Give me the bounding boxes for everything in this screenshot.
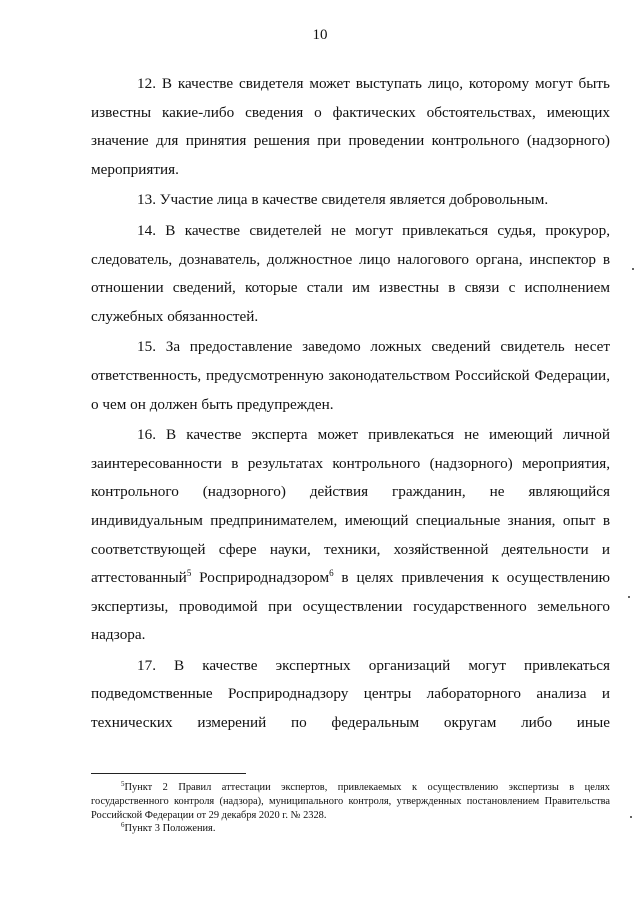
scan-artifact-dot (630, 816, 632, 818)
paragraph-12: 12. В качестве свидетеля может выступать лицо, которому могут быть известны какие-либо сведения о фактических обстоятельствах, имеющих значение для принятия решения при проведении контрольного (надзорного) мероприятия. (91, 75, 610, 178)
paragraph-15: 15. За предоставление заведомо ложных сведений свидетель несет ответственность, предусмотренную законодательством Российской Федерации, о чем он должен быть предупрежден. (91, 338, 610, 413)
footnotes (91, 781, 610, 836)
footnote-5-text: Пункт 2 Правил аттестации экспертов, привлекаемых к осуществлению экспертизы в целях государственного контроля (надзора), муниципального контроля, утвержденных постановлением Правительства Российской Федерации от 29 декабря 2020 г. № 2328. (91, 782, 610, 821)
footnote-mark-5: 5 (121, 780, 125, 788)
footnote-mark-6: 6 (121, 821, 125, 830)
scan-artifact-dot (628, 596, 630, 598)
paragraph-14: 14. В качестве свидетелей не могут привлекаться судья, прокурор, следователь, дознаватель, должностное лицо налогового органа, инспектор в отношении сведений, которые стали им известны в связи с исполнением служебных обязанностей. (91, 221, 610, 325)
footnote-ref-6: 6 (329, 568, 334, 579)
paragraph-16-part-1: 16. В качестве эксперта может привлекаться не имеющий личной заинтересованности в результатах контрольного (надзорного) мероприятия, контрольного (надзорного) действия гражданин, не являющийся индивидуальным предпринимателем, имеющий специальные знания, опыт в соответствующей сфере науки, техники, хозяйственной деятельности и аттестованный (91, 426, 610, 587)
footnote-6 (91, 822, 610, 836)
paragraph-13: 13. Участие лица в качестве свидетеля является добровольным. (137, 191, 549, 209)
footnote-separator (91, 773, 246, 774)
paragraph-17: 17. В качестве экспертных организаций могут привлекаться подведомственные Росприроднадзору центры лабораторного анализа и технических измерений по федеральным округам либо иные (91, 656, 610, 732)
paragraph-16 (91, 421, 610, 650)
paragraph-16-part-3: в целях привлечения к осуществлению экспертизы, проводимой при осуществлении государственного земельного надзора. (91, 569, 610, 644)
footnote-5 (91, 781, 610, 822)
scan-artifact-dot (632, 268, 634, 270)
footnote-ref-5: 5 (186, 568, 192, 579)
page-number: 10 (312, 27, 328, 43)
document-body (91, 70, 610, 738)
paragraph-16-part-2: Росприроднадзором (191, 569, 330, 587)
footnote-6-text: Пункт 3 Положения. (124, 823, 216, 835)
